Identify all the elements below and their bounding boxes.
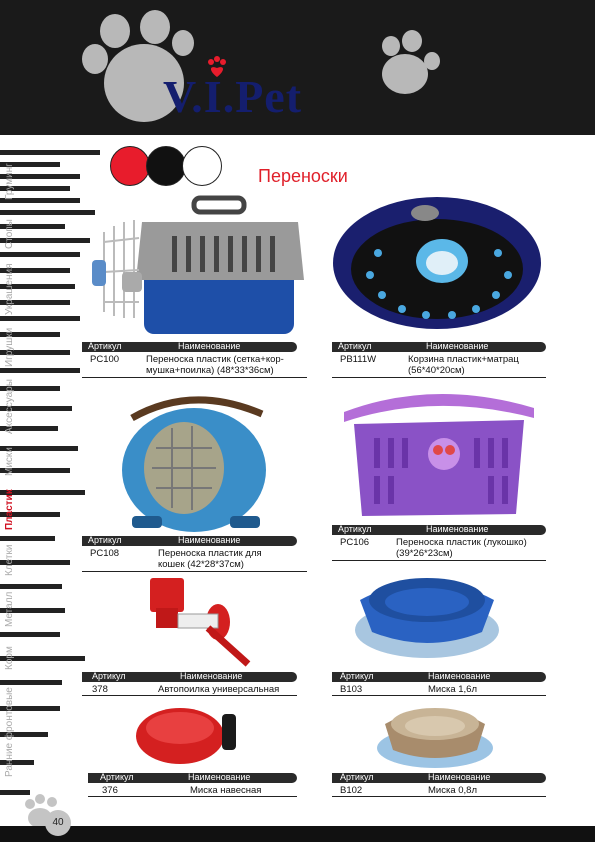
row-underline bbox=[82, 377, 307, 378]
color-swatch-red bbox=[110, 146, 150, 186]
bowl-b103-image bbox=[352, 570, 502, 662]
color-swatch-white bbox=[182, 146, 222, 186]
bowl-b102-image bbox=[375, 700, 495, 770]
name-header: Наименование bbox=[426, 341, 489, 351]
name-header: Наименование bbox=[428, 671, 491, 681]
product-name-line: Переноска пластик (лукошко) bbox=[396, 537, 527, 548]
bed-pb111w-image bbox=[330, 195, 545, 335]
product-article: PC108 bbox=[90, 548, 120, 559]
article-header: Артикул bbox=[340, 671, 374, 681]
product-header-bar bbox=[88, 773, 297, 783]
article-header: Артикул bbox=[340, 772, 374, 782]
paw-toe bbox=[382, 36, 400, 56]
product-article: B102 bbox=[340, 785, 363, 796]
name-header: Наименование bbox=[188, 772, 251, 782]
sidebar-item-food[interactable]: Корм bbox=[4, 646, 15, 670]
sidebar-item-stops[interactable]: Стопы bbox=[4, 219, 15, 249]
article-header: Артикул bbox=[92, 671, 126, 681]
product-name-line: (56*40*20см) bbox=[408, 365, 465, 376]
product-header-bar bbox=[332, 525, 546, 535]
row-underline bbox=[82, 571, 307, 572]
paw-toe bbox=[140, 10, 170, 44]
sidebar-item-accessories[interactable]: Аксессуары bbox=[4, 379, 15, 435]
article-header: Артикул bbox=[338, 524, 372, 534]
product-name-line: кошек (42*28*37см) bbox=[158, 559, 244, 570]
product-article: PC100 bbox=[90, 354, 120, 365]
paw-pad bbox=[382, 54, 428, 94]
name-header: Наименование bbox=[428, 772, 491, 782]
product-article: 378 bbox=[92, 684, 108, 695]
color-swatch-black bbox=[146, 146, 186, 186]
product-article: PC106 bbox=[340, 537, 370, 548]
bowl-376-image bbox=[132, 700, 250, 768]
sidebar-item-grooming[interactable]: Груминг bbox=[4, 163, 15, 201]
name-header: Наименование bbox=[178, 535, 241, 545]
product-name-line: Корзина пластик+матрац bbox=[408, 354, 519, 365]
product-header-bar bbox=[82, 536, 297, 546]
page-number: 40 bbox=[45, 810, 71, 836]
product-name-line: мушка+поилка) (48*33*36см) bbox=[146, 365, 274, 376]
sidebar-item-decorations[interactable]: Украшения bbox=[4, 263, 15, 315]
product-name-line: (39*26*23см) bbox=[396, 548, 453, 559]
paw-toe bbox=[82, 44, 108, 74]
product-header-bar bbox=[332, 773, 546, 783]
article-header: Артикул bbox=[88, 535, 122, 545]
name-header: Наименование bbox=[178, 341, 241, 351]
paw-toe bbox=[402, 30, 422, 52]
product-article: 376 bbox=[102, 785, 118, 796]
basket-pc106-image bbox=[334, 384, 544, 524]
product-header-bar bbox=[332, 342, 546, 352]
category-sidebar bbox=[4, 150, 20, 830]
carrier-pc108-image bbox=[112, 388, 277, 536]
paw-toe bbox=[172, 30, 194, 56]
sidebar-item-metal[interactable]: Металл bbox=[4, 591, 15, 627]
product-header-bar bbox=[332, 672, 546, 682]
product-name-line: Переноска пластик (сетка+кор- bbox=[146, 354, 284, 365]
product-name-line: Миска навесная bbox=[190, 785, 262, 796]
product-header-bar bbox=[82, 672, 297, 682]
product-name-line: Миска 1,6л bbox=[428, 684, 478, 695]
product-header-bar bbox=[82, 342, 297, 352]
row-underline bbox=[82, 695, 297, 696]
product-name-line: Миска 0,8л bbox=[428, 785, 478, 796]
sidebar-item-bowls[interactable]: Миски bbox=[4, 447, 15, 477]
row-underline bbox=[332, 695, 546, 696]
name-header: Наименование bbox=[426, 524, 489, 534]
row-underline bbox=[332, 377, 546, 378]
drinker-378-image bbox=[140, 574, 260, 672]
paw-toe bbox=[100, 14, 130, 48]
sidebar-item-toys[interactable]: Игрушки bbox=[4, 327, 15, 367]
footer-bar bbox=[0, 826, 595, 842]
sidebar-item-cages[interactable]: Клетки bbox=[4, 544, 15, 576]
product-article: B103 bbox=[340, 684, 363, 695]
name-header: Наименование bbox=[180, 671, 243, 681]
sidebar-item-plastic[interactable]: Пластик bbox=[4, 489, 15, 531]
carrier-pc100-image bbox=[84, 192, 314, 337]
article-header: Артикул bbox=[88, 341, 122, 351]
row-underline bbox=[332, 560, 546, 561]
article-header: Артикул bbox=[100, 772, 134, 782]
product-article: PB111W bbox=[340, 354, 377, 365]
article-header: Артикул bbox=[338, 341, 372, 351]
brand-logo: V.I.Pet bbox=[163, 71, 303, 122]
sidebar-item-front[interactable]: Ранние фронтовые bbox=[4, 687, 15, 777]
row-underline bbox=[332, 796, 546, 797]
section-title: Переноски bbox=[258, 166, 348, 186]
header bbox=[0, 0, 595, 135]
product-name-line: Переноска пластик для bbox=[158, 548, 262, 559]
product-name-line: Автопоилка универсальная bbox=[158, 684, 280, 695]
row-underline bbox=[88, 796, 297, 797]
